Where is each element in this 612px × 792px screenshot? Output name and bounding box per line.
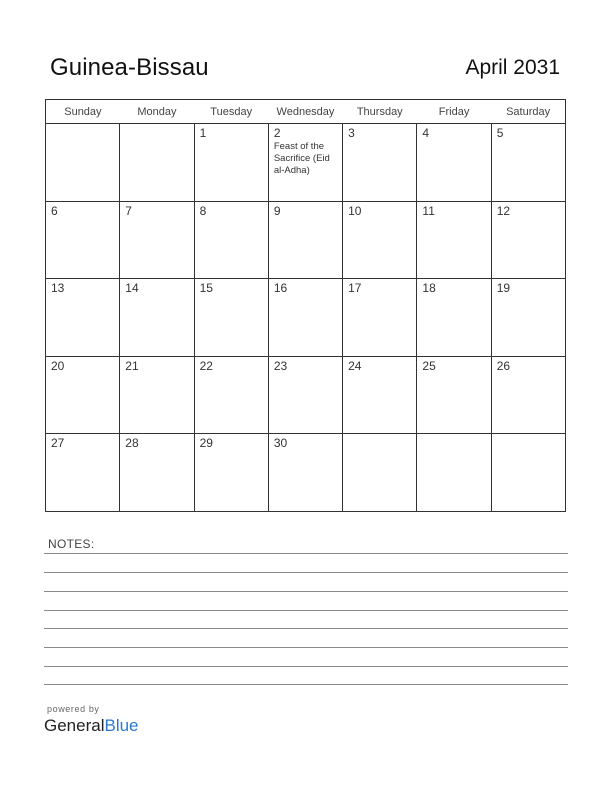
calendar-day-cell[interactable]	[46, 124, 120, 202]
day-number: 6	[51, 203, 58, 218]
calendar-day-cell[interactable]	[194, 201, 268, 279]
calendar-day-cell[interactable]	[491, 279, 565, 357]
calendar-day-cell[interactable]	[194, 356, 268, 434]
weekday-header: Monday	[120, 100, 194, 124]
weekday-header: Thursday	[343, 100, 417, 124]
calendar-day-cell[interactable]	[268, 201, 342, 279]
calendar-day-cell[interactable]	[417, 434, 491, 512]
day-number: 7	[125, 203, 132, 218]
day-number: 25	[422, 358, 436, 373]
calendar-day-cell[interactable]	[268, 279, 342, 357]
weekday-header-row	[46, 100, 566, 124]
calendar-month-year: April 2031	[465, 56, 560, 79]
calendar-day-cell[interactable]	[268, 434, 342, 512]
calendar-day-cell[interactable]	[120, 279, 194, 357]
calendar-day-cell[interactable]	[120, 124, 194, 202]
calendar-day-cell[interactable]	[343, 279, 417, 357]
day-number: 2	[273, 126, 281, 140]
generalblue-logo[interactable]	[44, 716, 139, 736]
calendar-day-cell[interactable]	[46, 356, 120, 434]
calendar-day-cell[interactable]	[343, 356, 417, 434]
day-number: 28	[125, 436, 139, 451]
day-number: 21	[125, 358, 139, 373]
calendar-day-cell[interactable]	[343, 434, 417, 512]
day-number: 29	[199, 436, 213, 451]
day-number: 23	[273, 358, 288, 373]
calendar-day-cell[interactable]	[491, 356, 565, 434]
calendar-day-cell[interactable]	[417, 124, 491, 202]
day-number: 13	[51, 281, 65, 296]
note-line	[44, 684, 568, 685]
note-line	[44, 572, 568, 573]
note-line	[44, 628, 568, 629]
calendar-day-cell[interactable]	[46, 434, 120, 512]
day-number: 12	[496, 203, 511, 218]
day-number: 14	[125, 281, 139, 296]
calendar-week-row	[46, 279, 566, 357]
day-number: 1	[199, 126, 207, 140]
calendar-day-cell[interactable]	[491, 434, 565, 512]
weekday-header: Friday	[417, 100, 491, 124]
calendar-week-row	[46, 356, 566, 434]
calendar-day-cell[interactable]	[417, 201, 491, 279]
weekday-header: Sunday	[46, 100, 120, 124]
note-line	[44, 647, 568, 648]
calendar-day-cell[interactable]	[120, 201, 194, 279]
day-number: 30	[273, 436, 288, 451]
calendar-day-cell[interactable]	[194, 434, 268, 512]
note-line	[44, 553, 568, 554]
calendar-day-cell[interactable]	[268, 356, 342, 434]
day-number: 24	[348, 358, 362, 373]
calendar-day-cell[interactable]	[120, 434, 194, 512]
calendar-day-cell[interactable]	[491, 201, 565, 279]
day-number: 22	[199, 358, 213, 373]
calendar-grid	[45, 99, 566, 512]
calendar-day-cell[interactable]	[491, 124, 565, 202]
calendar-day-cell[interactable]	[268, 124, 342, 202]
day-number: 4	[422, 126, 430, 140]
calendar-day-cell[interactable]	[343, 201, 417, 279]
note-line	[44, 666, 568, 667]
day-number: 11	[422, 203, 435, 218]
day-number: 16	[273, 281, 288, 296]
calendar-week-row	[46, 201, 566, 279]
calendar-day-cell[interactable]	[417, 356, 491, 434]
day-number: 26	[496, 358, 511, 373]
calendar-day-cell[interactable]	[46, 279, 120, 357]
weekday-header: Wednesday	[268, 100, 342, 124]
day-number: 27	[51, 436, 65, 451]
calendar-week-row	[46, 124, 566, 202]
note-line	[44, 610, 568, 611]
calendar-day-cell[interactable]	[194, 279, 268, 357]
holiday-event: Feast of the Sacrifice (Eid al-Adha)	[273, 141, 330, 176]
day-number: 19	[496, 281, 511, 296]
calendar-day-cell[interactable]	[194, 124, 268, 202]
calendar-day-cell[interactable]	[417, 279, 491, 357]
weekday-header: Saturday	[491, 100, 565, 124]
calendar-week-row	[46, 434, 566, 512]
brand-blue: Blue	[104, 716, 139, 735]
note-line	[44, 591, 568, 592]
calendar-day-cell[interactable]	[46, 201, 120, 279]
calendar-day-cell[interactable]	[120, 356, 194, 434]
day-number: 17	[348, 281, 362, 296]
brand-general: General	[44, 716, 105, 735]
day-number: 5	[496, 126, 504, 140]
day-number: 18	[422, 281, 436, 296]
powered-by-text: powered by	[47, 704, 100, 714]
day-number: 20	[51, 358, 65, 373]
weekday-header: Tuesday	[194, 100, 268, 124]
day-number: 15	[199, 281, 213, 296]
day-number: 8	[199, 203, 207, 218]
calendar-country-title: Guinea-Bissau	[50, 54, 209, 81]
calendar-body	[46, 124, 566, 512]
notes-label: NOTES:	[48, 537, 95, 551]
day-number: 9	[273, 203, 281, 218]
calendar-day-cell[interactable]	[343, 124, 417, 202]
day-number: 3	[348, 126, 355, 140]
day-number: 10	[348, 203, 362, 218]
